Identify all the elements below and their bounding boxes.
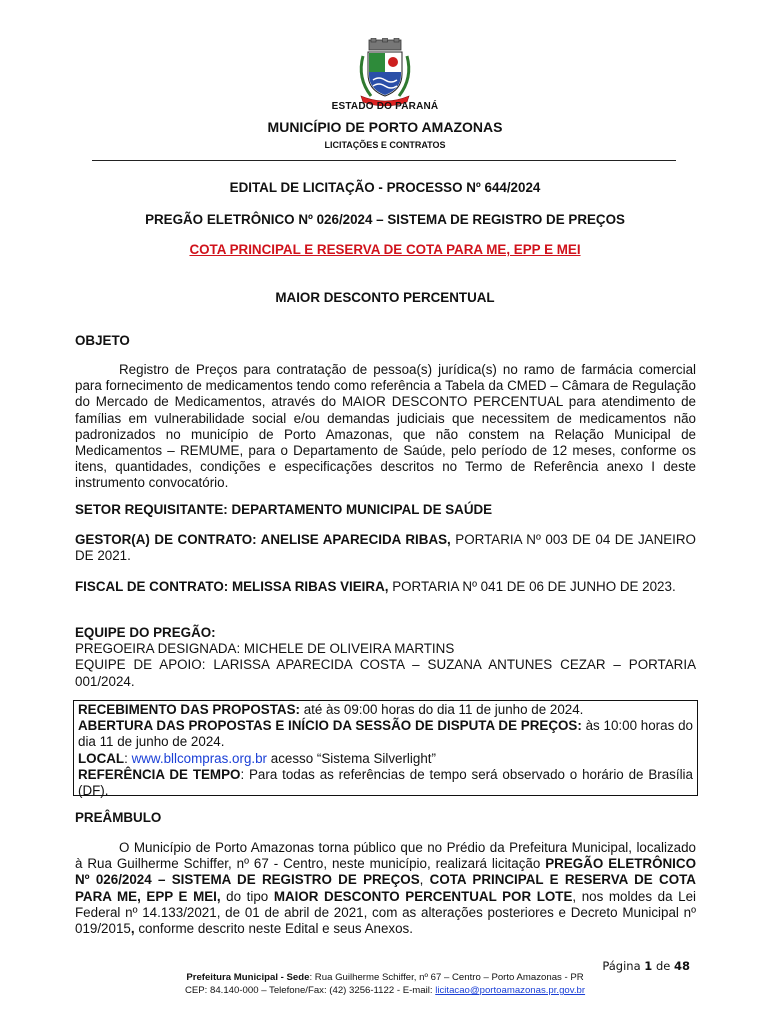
page-total: 48: [673, 959, 690, 973]
recebimento-label: RECEBIMENTO DAS PROPOSTAS:: [78, 702, 300, 717]
abertura-label: ABERTURA DAS PROPOSTAS E INÍCIO DA SESSÃO DE DISPUTA DE PREÇOS:: [78, 718, 582, 734]
preambulo-heading: PREÂMBULO: [75, 810, 162, 825]
header-department: LICITAÇÕES E CONTRATOS: [324, 140, 446, 150]
fiscal-text: PORTARIA Nº 041 DE 06 DE JUNHO DE 2023.: [392, 579, 676, 594]
header-municipality: MUNICÍPIO DE PORTO AMAZONAS: [267, 119, 503, 135]
preambulo-text-3: do tipo: [220, 888, 274, 904]
schedule-box: RECEBIMENTO DAS PROPOSTAS: até às 09:00 horas do dia 11 de junho de 2024. ABERTURA DAS PROPOSTAS E INÍCIO DA SESSÃO DE DISPUTA DE PREÇOS: às 10:00 horas do dia 11 de junho de 2024. LOCAL: www.bllcompras.org.br acesso “Sistema Silverlight” REFERÊNCIA DE TEMPO: Para todas as referências de tempo será observado o horário de Brasília (DF).: [73, 700, 698, 796]
equipe-pregao: [75, 625, 696, 690]
gestor-text: PORTARIA Nº 003 DE 04 DE JANEIRO DE 2021.: [75, 532, 696, 564]
footer-cep-text: CEP: 84.140-000 – Telefone/Fax: (42) 3256-1122 - E-mail:: [184, 985, 433, 996]
footer-email-link[interactable]: licitacao@portoamazonas.pr.gov.br: [435, 985, 586, 996]
criterio-title: MAIOR DESCONTO PERCENTUAL: [275, 290, 495, 305]
preambulo-bold-3: MAIOR DESCONTO PERCENTUAL POR LOTE: [273, 888, 573, 904]
preambulo-paragraph: [75, 840, 696, 937]
objeto-paragraph: Registro de Preços para contratação de pessoa(s) jurídica(s) no ramo de farmácia comercial para fornecimento de medicamentos tendo como referência a Tabela da CMED – Câmara de Regulação do Mercado de Medicamentos, através do MAIOR DESCONTO PERCENTUAL para atendimento de famílias em vulnerabilidade social e/ou demandas judiciais que necessitem de medicamentos não padronizados no município de Porto Amazonas, que não constem na Relação Municipal de Medicamentos – REMUME, para o Departamento de Saúde, pelo período de 12 meses, conforme os itens, quantidades, condições e especificações descritos no Termo de Referência anexo I deste instrumento convocatório.: [75, 362, 696, 491]
pregao-title: PREGÃO ELETRÔNICO Nº 026/2024 – SISTEMA DE REGISTRO DE PREÇOS: [145, 212, 625, 227]
equipe-heading: EQUIPE DO PREGÃO:: [75, 625, 216, 640]
preambulo-text-4: , nos moldes da Lei Federal nº 14.133/2021, de 01 de abril de 2021, com as alterações posteriores e Decreto Municipal nº 019/2015: [75, 888, 696, 937]
fiscal-label: FISCAL DE CONTRATO: MELISSA RIBAS VIEIRA,: [75, 579, 389, 594]
gestor-contrato: [75, 532, 696, 564]
page-of: de: [655, 959, 671, 973]
local-label: LOCAL: [78, 750, 125, 766]
municipal-coat-of-arms-icon: [355, 38, 415, 106]
abertura-text: às 10:00 horas do dia 11 de junho de 2024.: [78, 718, 693, 750]
fiscal-contrato: [75, 579, 696, 595]
preambulo-bold-1: PREGÃO ELETRÔNICO Nº 026/2024 – SISTEMA DE REGISTRO DE PREÇOS: [75, 856, 696, 888]
apoio-line: EQUIPE DE APOIO: LARISSA APARECIDA COSTA – SUZANA ANTUNES CEZAR – PORTARIA 001/2024.: [75, 657, 696, 689]
footer-address: [0, 972, 770, 983]
gestor-label: GESTOR(A) DE CONTRATO: ANELISE APARECIDA RIBAS,: [75, 532, 451, 547]
preambulo-bold-2: COTA PRINCIPAL E RESERVA DE COTA PARA ME, EPP E MEI,: [75, 872, 696, 904]
header-state: ESTADO DO PARANÁ: [331, 101, 439, 112]
preambulo-bold-4: ,: [130, 921, 135, 937]
preambulo-text-5: conforme descrito neste Edital e seus Anexos.: [134, 921, 413, 937]
header-divider: [92, 160, 676, 161]
bll-link[interactable]: www.bllcompras.org.br: [131, 750, 268, 766]
footer-sede-text: : Rua Guilherme Schiffer, nº 67 – Centro – Porto Amazonas - PR: [309, 972, 584, 983]
preambulo-text-1: O Município de Porto Amazonas torna público que no Prédio da Prefeitura Municipal, localizado à Rua Guilherme Schiffer, nº 67 - Centro, neste município, realizará licitação: [75, 840, 696, 872]
referencia-text: : Para todas as referências de tempo será observado o horário de Brasília (DF).: [78, 766, 693, 799]
footer-contact: [0, 985, 770, 996]
page-prefix: Página: [602, 959, 641, 973]
edital-title: EDITAL DE LICITAÇÃO - PROCESSO Nº 644/2024: [229, 180, 541, 195]
referencia-label: REFERÊNCIA DE TEMPO: [78, 766, 241, 782]
page-current: 1: [644, 959, 653, 973]
page-number: [602, 959, 690, 973]
footer-sede-label: Prefeitura Municipal - Sede: [186, 972, 310, 983]
local-text: acesso “Sistema Silverlight”: [270, 750, 436, 766]
objeto-heading: OBJETO: [75, 333, 130, 348]
setor-requisitante: SETOR REQUISITANTE: DEPARTAMENTO MUNICIPAL DE SAÚDE: [75, 502, 493, 517]
preambulo-text-2: ,: [419, 872, 430, 888]
pregoeira-line: PREGOEIRA DESIGNADA: MICHELE DE OLIVEIRA MARTINS: [75, 641, 455, 657]
recebimento-text: até às 09:00 horas do dia 11 de junho de 2024.: [303, 702, 584, 717]
cota-title: COTA PRINCIPAL E RESERVA DE COTA PARA ME, EPP E MEI: [189, 242, 581, 257]
